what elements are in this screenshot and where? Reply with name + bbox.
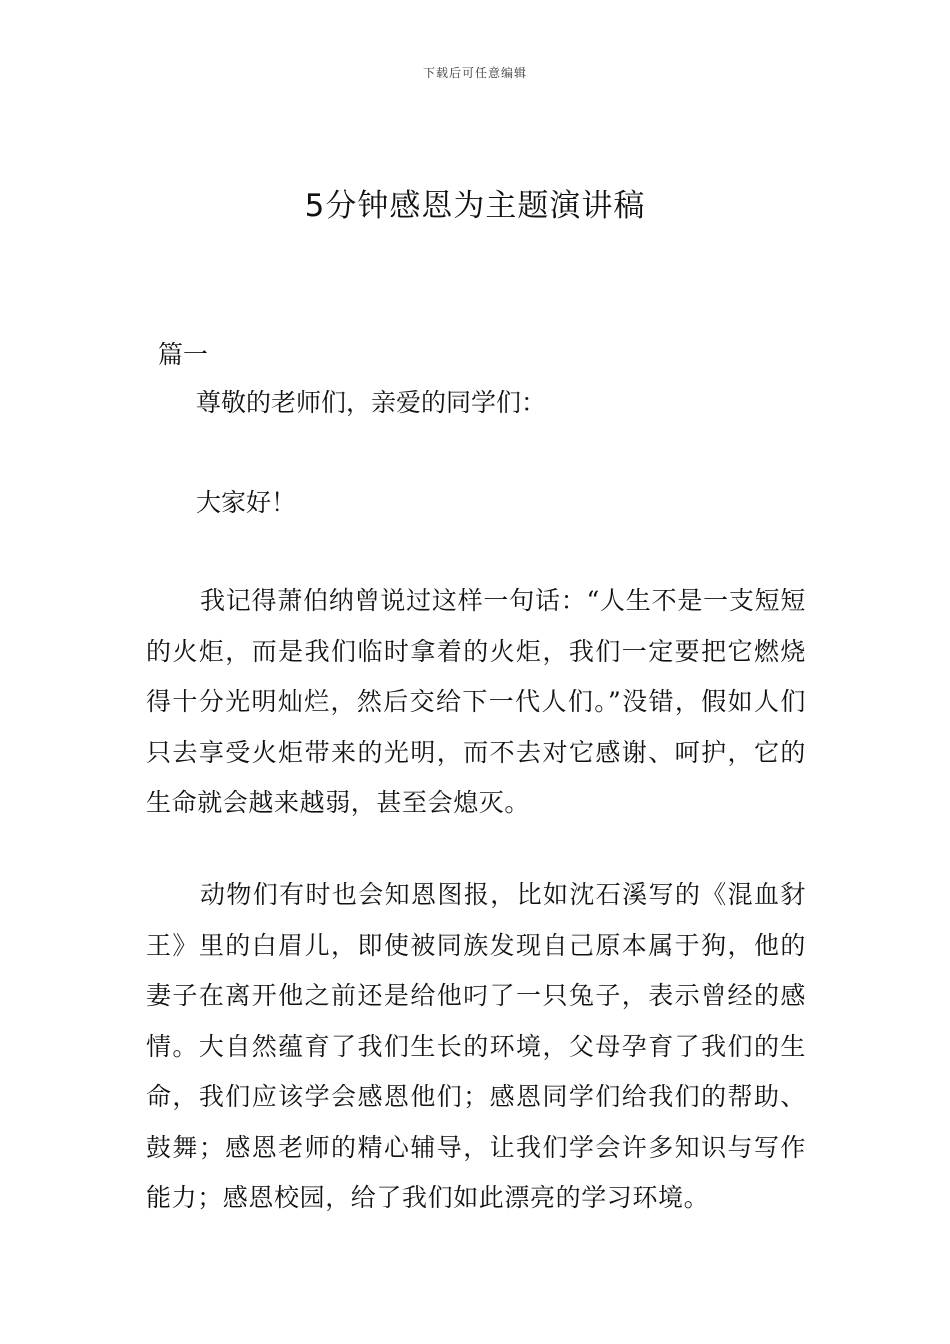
- salutation: 尊敬的老师们，亲爱的同学们：: [196, 388, 547, 417]
- header-note: 下载后可任意编辑: [422, 66, 527, 80]
- paragraph: 我记得萧伯纳曾说过这样一句话：“人生不是一支短短的火炬，而是我们临时拿着的火炬，我们一定要把它燃烧得十分光明灿烂，然后交给下一代人们。”没错，假如人们只去享受火炬带来的光明，而不去对它感谢、呵护，它的生命就会越来越弱，甚至会熄灭。: [146, 586, 806, 817]
- page-title: 5分钟感恩为主题演讲稿: [304, 188, 646, 224]
- section-label: 篇一: [158, 340, 209, 369]
- paragraph: 动物们有时也会知恩图报，比如沈石溪写的《混血豺王》里的白眉儿，即使被同族发现自己原本属于狗，他的妻子在离开他之前还是给他叼了一只兔子，表示曾经的感情。大自然蕴育了我们生长的环境，父母孕育了我们的生命，我们应该学会感恩他们；感恩同学们给我们的帮助、鼓舞；感恩老师的精心辅导，让我们学会许多知识与写作能力；感恩校园，给了我们如此漂亮的学习环境。: [146, 880, 806, 1212]
- greeting: 大家好！: [196, 488, 297, 517]
